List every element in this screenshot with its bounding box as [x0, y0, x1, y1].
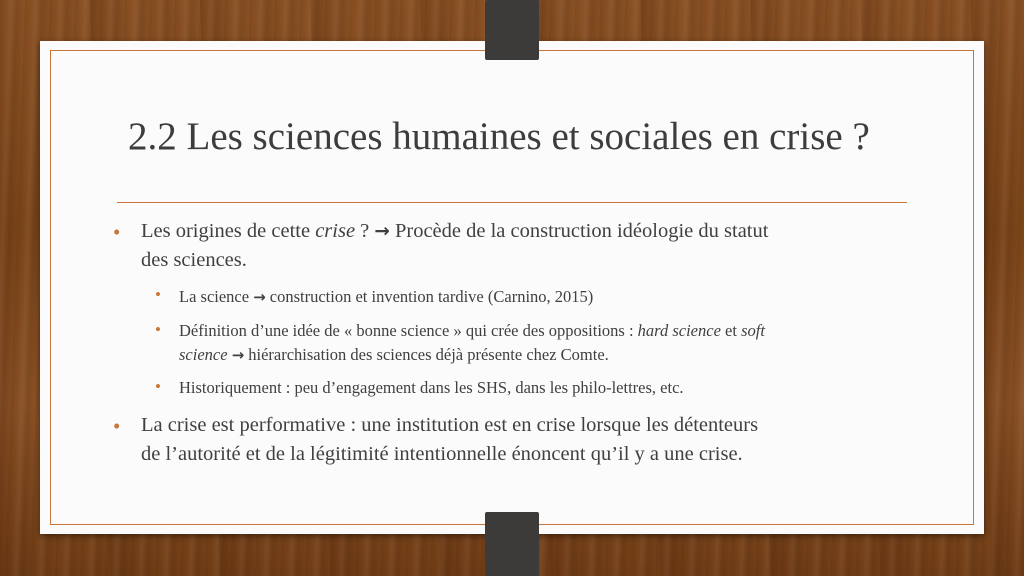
italic-crise: crise	[315, 220, 356, 242]
bullet-origins-text: Les origines de cette	[141, 220, 316, 242]
italic-hard-science: hard science	[637, 321, 721, 340]
bullet-origins-result: Procède de la construction idéologie du statut	[389, 220, 769, 242]
sub-bullet-dot: •	[155, 285, 161, 304]
sub-bullet-dot: •	[155, 377, 161, 396]
bullet-crise-performative	[141, 411, 911, 469]
sub-bullet-science	[179, 285, 899, 309]
italic-science: science	[179, 345, 228, 364]
sub-science-text: La science	[179, 287, 254, 306]
bullet-origins-line2: des sciences.	[141, 249, 247, 271]
sub-definition-result: hiérarchisation des sciences déjà présente chez Comte.	[244, 345, 609, 364]
sub-bullet-definition	[179, 319, 899, 367]
sub-definition-text: Définition d’une idée de « bonne science » qui crée des oppositions :	[179, 321, 638, 340]
sub-definition-et: et	[720, 321, 742, 340]
arrow-right-icon: →	[231, 346, 245, 364]
arrow-right-icon: →	[374, 221, 390, 242]
binder-clip-top	[485, 0, 539, 60]
slide-title: 2.2 Les sciences humaines et sociales en crise ?	[128, 115, 870, 158]
bullet-crise-line1: La crise est performative : une institution est en crise lorsque les détenteurs	[141, 414, 759, 436]
bullet-crise-line2: de l’autorité et de la légitimité intentionnelle énoncent qu’il y a une crise.	[141, 443, 743, 465]
bullet-origins-question: ?	[355, 220, 375, 242]
bullet-origins	[141, 217, 911, 275]
sub-science-result: construction et invention tardive (Carnino, 2015)	[265, 287, 594, 306]
bullet-dot: •	[113, 220, 121, 244]
title-divider	[117, 202, 907, 203]
sub-bullet-dot: •	[155, 320, 161, 339]
sub-bullet-historiquement: Historiquement : peu d’engagement dans les SHS, dans les philo-lettres, etc.	[179, 378, 684, 397]
bullet-dot: •	[113, 414, 121, 438]
arrow-right-icon: →	[253, 288, 266, 306]
italic-soft: soft	[741, 321, 765, 340]
binder-clip-bottom	[485, 512, 539, 576]
